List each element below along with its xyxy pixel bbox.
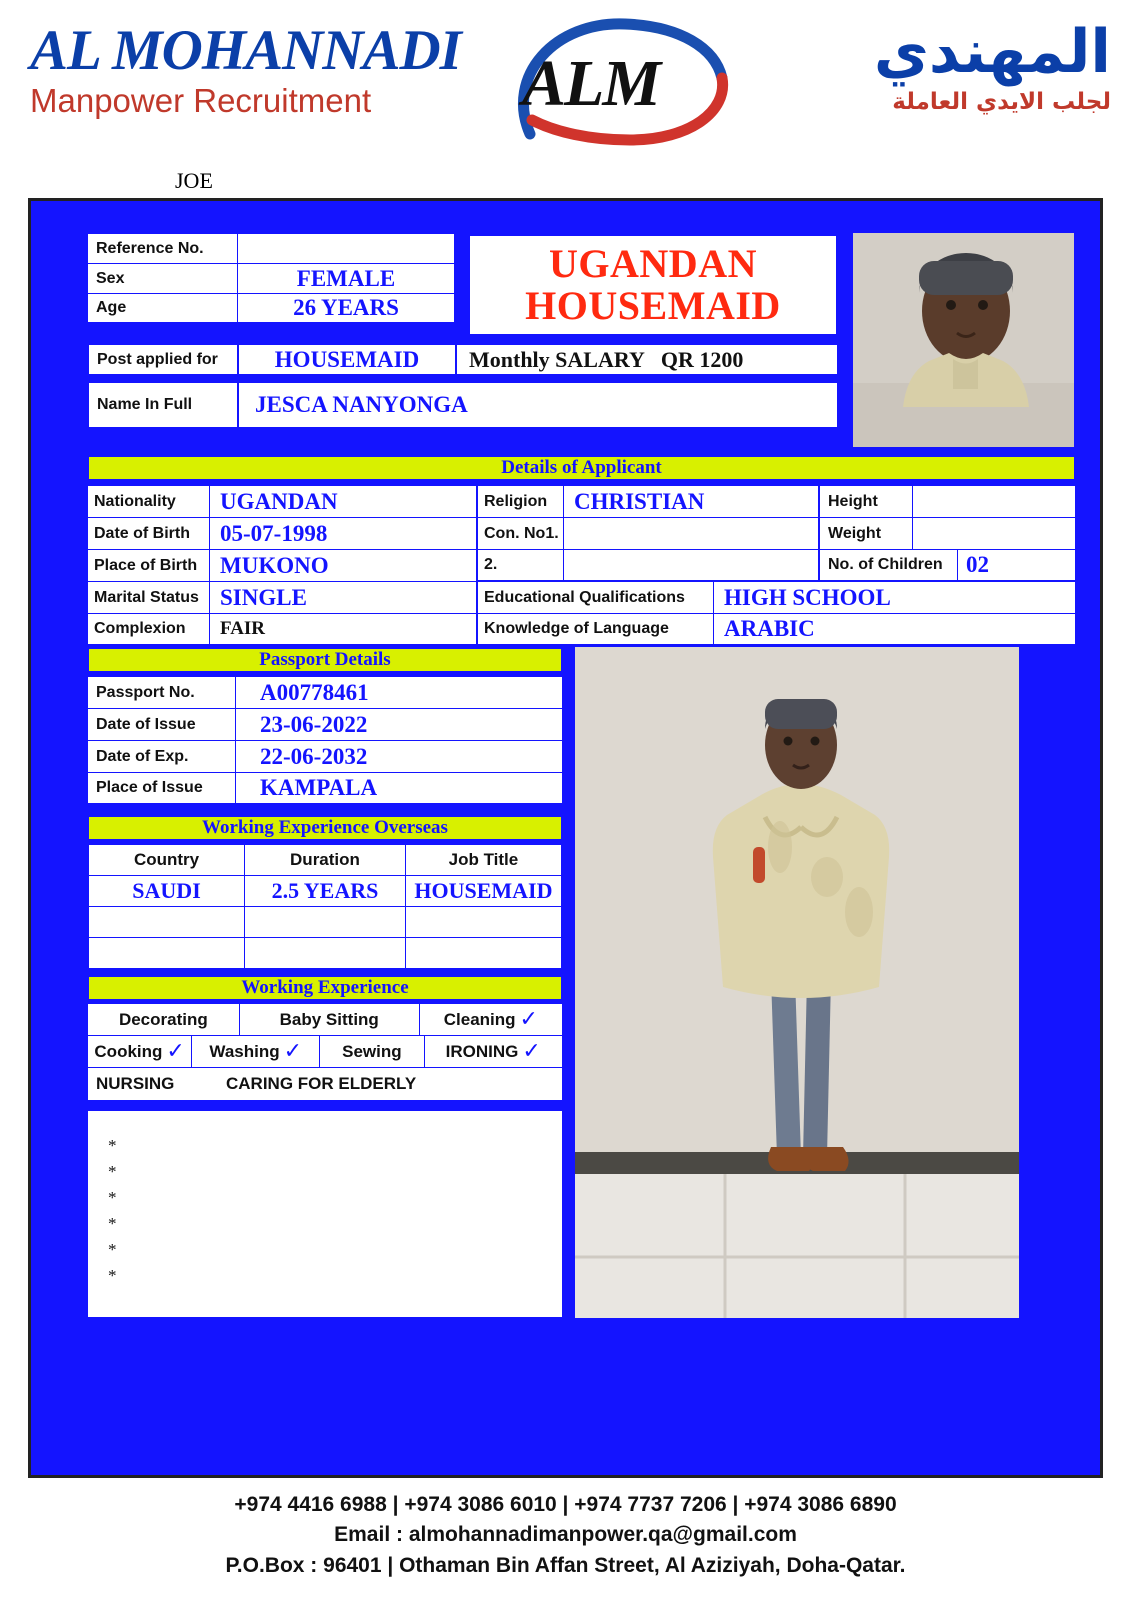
marital-status-value: SINGLE	[220, 584, 307, 610]
table-row	[89, 907, 562, 938]
detail-row	[477, 485, 819, 517]
detail-row	[477, 613, 1076, 645]
detail-row	[819, 549, 1076, 581]
cell-country	[89, 907, 245, 938]
religion-value: CHRISTIAN	[574, 488, 705, 514]
brand-logo	[30, 8, 500, 119]
check-icon: ✓	[166, 1039, 185, 1064]
contact-1-label: Con. No1.	[478, 518, 564, 549]
details-left-column	[87, 485, 477, 645]
education-value: HIGH SCHOOL	[724, 584, 891, 610]
cell-duration	[245, 938, 406, 969]
skill-label: Washing	[209, 1041, 280, 1061]
name-value: JESCA NANYONGA	[255, 392, 468, 417]
cell-job-title	[405, 938, 561, 969]
marital-status-label: Marital Status	[88, 582, 210, 613]
check-icon: ✓	[522, 1039, 541, 1064]
skill-baby-sitting[interactable]	[240, 1004, 420, 1035]
detail-row	[819, 485, 1076, 517]
skill-sewing[interactable]	[320, 1036, 424, 1067]
cell-duration	[245, 907, 406, 938]
complexion-label: Complexion	[88, 614, 210, 644]
overseas-table	[87, 843, 563, 970]
nationality-value: UGANDAN	[220, 488, 338, 514]
skill-cooking[interactable]	[88, 1036, 192, 1067]
post-value: HOUSEMAID	[239, 345, 457, 374]
table-header-row	[89, 845, 562, 876]
details-right-column	[819, 485, 1076, 581]
skill-nursing-label: NURSING	[96, 1074, 175, 1093]
education-label: Educational Qualifications	[478, 582, 714, 613]
detail-row	[87, 517, 477, 549]
passport-no-label: Passport No.	[88, 677, 236, 708]
sex-row	[87, 263, 455, 293]
skill-decorating[interactable]	[88, 1004, 240, 1035]
skills-row-3	[88, 1068, 562, 1100]
children-label: No. of Children	[820, 550, 958, 580]
details-middle-column	[477, 485, 819, 581]
passport-row	[87, 772, 563, 804]
section-working-experience: Working Experience	[87, 975, 563, 1001]
complexion-value: FAIR	[220, 618, 266, 639]
alm-monogram	[500, 8, 750, 158]
headline-line-1: UGANDAN	[549, 241, 757, 286]
detail-row	[477, 517, 819, 549]
language-label: Knowledge of Language	[478, 614, 714, 644]
cell-duration: 2.5 YEARS	[245, 876, 406, 907]
dob-label: Date of Birth	[88, 518, 210, 549]
section-passport-details: Passport Details	[87, 647, 563, 673]
skills-row-1	[88, 1004, 562, 1036]
skill-label: Baby Sitting	[279, 1009, 379, 1029]
arabic-tagline: لجلب الايدي العاملة	[892, 89, 1111, 115]
expiry-date-value: 22-06-2032	[260, 743, 368, 769]
note-bullet: *	[108, 1162, 117, 1181]
cell-country	[89, 938, 245, 969]
skill-label: Decorating	[118, 1009, 208, 1029]
skills-block	[87, 1003, 563, 1101]
col-job-title: Job Title	[405, 845, 561, 876]
headline-line-2: HOUSEMAID	[525, 283, 781, 328]
detail-row	[87, 613, 477, 645]
pob-label: Place of Birth	[88, 550, 210, 581]
issue-place-value: KAMPALA	[260, 775, 378, 800]
table-row	[89, 876, 562, 907]
arabic-brand	[750, 8, 1111, 115]
skill-label: Sewing	[342, 1041, 402, 1061]
applicant-summary-block	[87, 233, 455, 323]
post-label: Post applied for	[89, 345, 239, 374]
details-wide-rows	[477, 581, 1076, 645]
cv-sheet	[28, 198, 1103, 1478]
full-photo-illustration	[575, 647, 1021, 1320]
skill-label: Cooking	[94, 1041, 163, 1061]
company-name: AL MOHANNADI	[30, 19, 461, 82]
applicant-full-photo	[573, 645, 1021, 1320]
children-value: 02	[966, 552, 989, 577]
full-name-row	[87, 381, 839, 429]
notes-box	[87, 1110, 563, 1318]
reference-label: Reference No.	[88, 234, 238, 263]
name-label: Name In Full	[89, 383, 239, 427]
skill-label: Cleaning	[443, 1009, 516, 1029]
salary-value: QR 1200	[660, 346, 744, 372]
passport-no-value: A00778461	[260, 679, 369, 705]
footer-address: P.O.Box : 96401 | Othaman Bin Affan Street, Al Aziziyah, Doha-Qatar.	[225, 1553, 906, 1577]
detail-row	[87, 549, 477, 581]
passport-row	[87, 740, 563, 772]
cell-country: SAUDI	[89, 876, 245, 907]
issue-place-label: Place of Issue	[88, 773, 236, 803]
note-bullet: *	[108, 1214, 117, 1233]
sex-value: FEMALE	[296, 265, 396, 291]
detail-row	[477, 581, 1076, 613]
weight-label: Weight	[820, 518, 913, 549]
col-duration: Duration	[245, 845, 406, 876]
age-value: 26 YEARS	[293, 295, 399, 320]
detail-row	[819, 517, 1076, 549]
section-details-of-applicant: Details of Applicant	[87, 455, 1076, 481]
skill-washing[interactable]	[192, 1036, 320, 1067]
page-header	[0, 0, 1131, 160]
check-icon: ✓	[519, 1007, 538, 1032]
expiry-date-label: Date of Exp.	[88, 741, 236, 772]
skill-ironing[interactable]	[425, 1036, 562, 1067]
footer-phones: +974 4416 6988 | +974 3086 6010 | +974 7737 7206 | +974 3086 6890	[234, 1493, 897, 1516]
alm-logo-text: ALM	[522, 47, 660, 120]
height-label: Height	[820, 486, 913, 517]
detail-row	[87, 581, 477, 613]
language-value: ARABIC	[724, 616, 815, 641]
cell-job-title	[405, 907, 561, 938]
skills-row-2	[88, 1036, 562, 1068]
applicant-headshot	[851, 231, 1076, 449]
headshot-illustration	[853, 233, 1076, 449]
skill-label: IRONING	[445, 1041, 519, 1061]
cv-inner	[45, 215, 1092, 1355]
company-tagline: Manpower Recruitment	[30, 82, 372, 119]
religion-label: Religion	[478, 486, 564, 517]
col-country: Country	[89, 845, 245, 876]
page-footer	[0, 1490, 1131, 1581]
issue-date-value: 23-06-2022	[260, 711, 368, 737]
salary-label: Monthly SALARY	[469, 346, 645, 372]
footer-email: Email : almohannadimanpower.qa@gmail.com	[334, 1523, 797, 1547]
headline-banner	[467, 233, 839, 337]
detail-row	[87, 485, 477, 517]
nationality-label: Nationality	[88, 486, 210, 517]
cell-job-title: HOUSEMAID	[405, 876, 561, 907]
passport-row	[87, 676, 563, 708]
post-applied-row	[87, 343, 839, 376]
passport-row	[87, 708, 563, 740]
note-bullet: *	[108, 1240, 117, 1259]
check-icon: ✓	[283, 1039, 303, 1064]
issue-date-label: Date of Issue	[88, 709, 236, 740]
dob-value: 05-07-1998	[220, 520, 328, 546]
arabic-company-name: المهندي	[873, 17, 1111, 87]
table-row	[89, 938, 562, 969]
age-label: Age	[88, 294, 238, 322]
age-row	[87, 293, 455, 323]
passport-block	[87, 676, 563, 804]
contact-2-label: 2.	[478, 550, 564, 580]
skill-nursing-value: CARING FOR ELDERLY	[226, 1074, 417, 1093]
reference-row	[87, 233, 455, 263]
pob-value: MUKONO	[220, 552, 329, 578]
section-working-experience-overseas: Working Experience Overseas	[87, 815, 563, 841]
document-tag: JOE	[175, 168, 213, 193]
skill-cleaning[interactable]	[420, 1004, 562, 1035]
sex-label: Sex	[88, 264, 238, 293]
note-bullet: *	[108, 1188, 117, 1207]
note-bullet: *	[108, 1136, 117, 1155]
note-bullet: *	[108, 1266, 117, 1285]
detail-row	[477, 549, 819, 581]
